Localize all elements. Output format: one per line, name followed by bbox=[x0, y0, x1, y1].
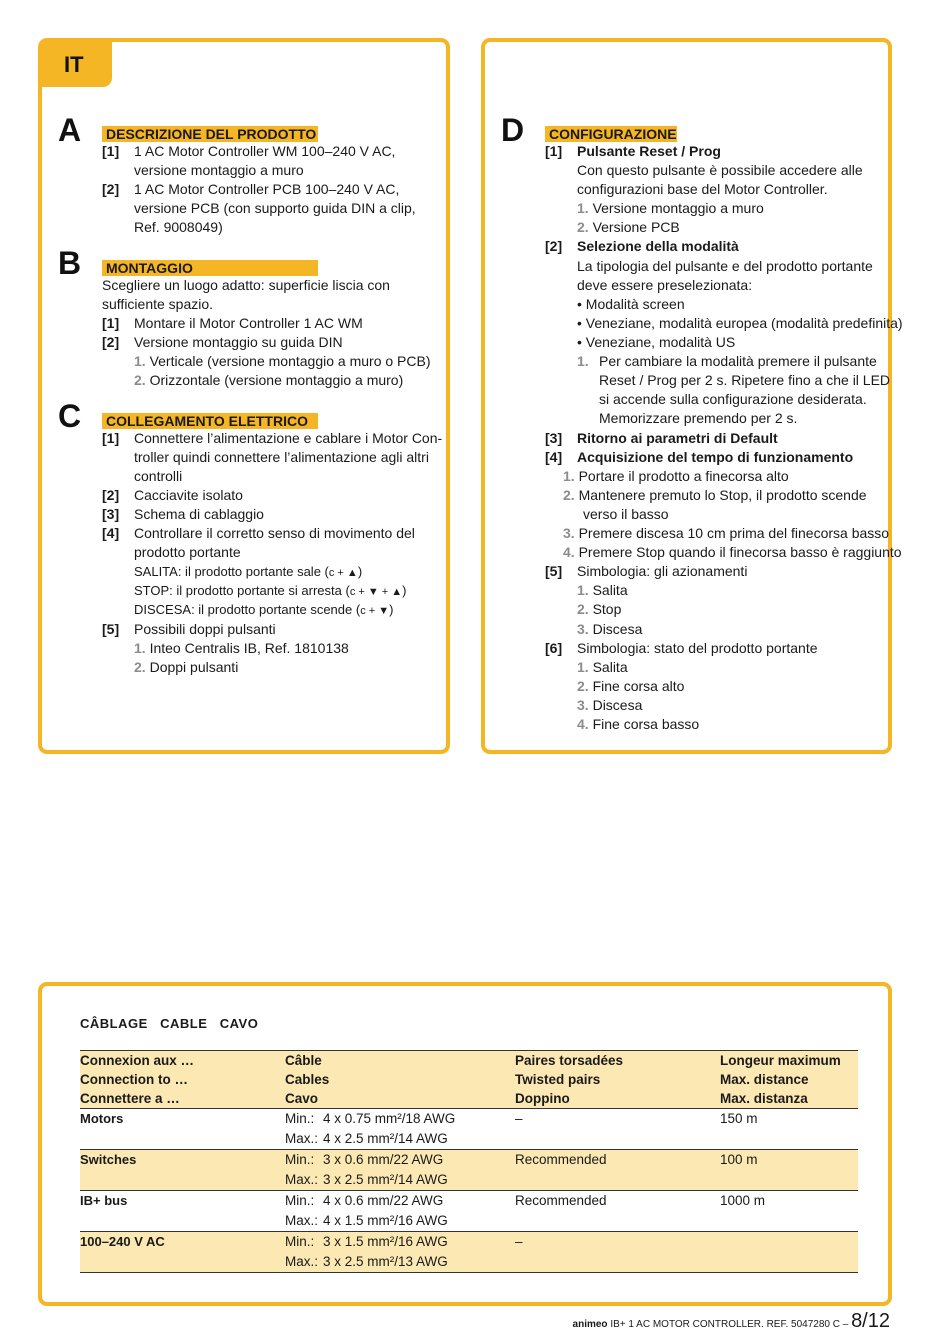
language-tab: IT bbox=[42, 42, 112, 87]
section-c-item-1-text: controlli bbox=[134, 468, 183, 484]
section-c-item-1-text: Connettere l’alimentazione e cablare i Motor Con- bbox=[134, 430, 443, 446]
section-b-item-1: [1] bbox=[102, 315, 120, 331]
section-d-heading: CONFIGURAZIONE bbox=[545, 126, 677, 142]
section-d-item-3: [3] bbox=[545, 430, 563, 446]
section-d-item-6: [6] bbox=[545, 640, 563, 656]
section-b-item-2: [2] bbox=[102, 334, 120, 350]
section-c-item-2-text: Cacciavite isolato bbox=[134, 487, 243, 503]
section-a-item-1-text: versione montaggio a muro bbox=[134, 162, 304, 178]
section-d-item-5-sub-2: 2. Stop bbox=[577, 601, 622, 617]
section-d-item-3-title: Ritorno ai parametri di Default bbox=[577, 430, 778, 446]
section-c-item-4: [4] bbox=[102, 525, 120, 541]
header-cable: Câble Cables Cavo bbox=[285, 1051, 515, 1109]
table-row bbox=[80, 1109, 858, 1150]
section-d-item-2-text: deve essere preselezionata: bbox=[577, 277, 753, 293]
section-d-item-4-sub-4: 4. Premere Stop quando il finecorsa basso è raggiunto bbox=[563, 544, 902, 560]
section-c-item-5-text: Possibili doppi pulsanti bbox=[134, 621, 276, 637]
cable-panel bbox=[38, 982, 892, 1306]
section-a-item-2-text: 1 AC Motor Controller PCB 100–240 V AC, bbox=[134, 181, 400, 197]
section-d-item-1-text: configurazioni base del Motor Controller. bbox=[577, 181, 828, 197]
section-d-item-2-sub-1-num: 1. bbox=[577, 353, 589, 369]
table-row bbox=[80, 1191, 858, 1232]
section-d-item-4: [4] bbox=[545, 449, 563, 465]
row-cable: Min.: 3 x 0.6 mm/22 AWG Max.: 3 x 2.5 mm²/14 AWG bbox=[285, 1150, 515, 1191]
section-d-item-5-sub-1: 1. Salita bbox=[577, 582, 628, 598]
section-d-item-1-sub-1: 1. Versione montaggio a muro bbox=[577, 200, 764, 216]
section-d-item-4-sub-3: 3. Premere discesa 10 cm prima del finecorsa basso bbox=[563, 525, 890, 541]
section-a-item-2-text: Ref. 9008049) bbox=[134, 219, 223, 235]
section-d-item-6-sub-3: 3. Discesa bbox=[577, 697, 643, 713]
section-d-item-1-sub-2: 2. Versione PCB bbox=[577, 219, 680, 235]
cable-table-title: CÂBLAGE CABLE CAVO bbox=[80, 1016, 259, 1031]
move-stop-line: STOP: il prodotto portante si arresta (c + ▼ + ▲) bbox=[134, 583, 407, 598]
header-twisted-pairs: Paires torsadées Twisted pairs Doppino bbox=[515, 1051, 720, 1109]
section-d-item-1-title: Pulsante Reset / Prog bbox=[577, 143, 721, 159]
row-twisted: – bbox=[515, 1232, 720, 1273]
section-d-item-1-text: Con questo pulsante è possibile accedere alle bbox=[577, 162, 863, 178]
table-row bbox=[80, 1150, 858, 1191]
section-d-item-2-sub-1-text: si accende sulla configurazione desiderata. bbox=[599, 391, 867, 407]
row-name: Switches bbox=[80, 1150, 285, 1191]
header-max-distance: Longeur maximum Max. distance Max. distanza bbox=[720, 1051, 858, 1109]
row-distance bbox=[720, 1232, 858, 1273]
section-a-item-1-text: 1 AC Motor Controller WM 100–240 V AC, bbox=[134, 143, 396, 159]
header-connection: Connexion aux … Connection to … Connettere a … bbox=[80, 1051, 285, 1109]
section-b-intro: sufficiente spazio. bbox=[102, 296, 214, 312]
section-d-item-2-sub-1-text: Per cambiare la modalità premere il pulsante bbox=[599, 353, 877, 369]
row-distance: 1000 m bbox=[720, 1191, 858, 1232]
row-twisted: – bbox=[515, 1109, 720, 1150]
cable-table bbox=[80, 1050, 858, 1273]
row-cable: Min.: 4 x 0.6 mm/22 AWG Max.: 4 x 1.5 mm²/16 AWG bbox=[285, 1191, 515, 1232]
section-b-item-2-text: Versione montaggio su guida DIN bbox=[134, 334, 343, 350]
section-a-item-2: [2] bbox=[102, 181, 120, 197]
section-b-intro: Scegliere un luogo adatto: superficie liscia con bbox=[102, 277, 390, 293]
row-twisted: Recommended bbox=[515, 1191, 720, 1232]
section-d-item-2-sub-1-text: Memorizzare premendo per 2 s. bbox=[599, 410, 798, 426]
section-c-heading: COLLEGAMENTO ELETTRICO bbox=[102, 413, 318, 429]
brand-name: animeo bbox=[572, 1319, 608, 1330]
section-b-letter: B bbox=[58, 245, 82, 281]
section-a-item-1: [1] bbox=[102, 143, 120, 159]
section-b-sub-1: 1. Verticale (versione montaggio a muro o PCB) bbox=[134, 353, 431, 369]
section-b-sub-2: 2. Orizzontale (versione montaggio a muro) bbox=[134, 372, 404, 388]
table-row bbox=[80, 1232, 858, 1273]
page-footer bbox=[573, 1310, 890, 1333]
section-d-item-6-sub-2: 2. Fine corsa alto bbox=[577, 678, 685, 694]
row-name: IB+ bus bbox=[80, 1191, 285, 1232]
section-d-item-4-title: Acquisizione del tempo di funzionamento bbox=[577, 449, 854, 465]
row-cable: Min.: 3 x 1.5 mm²/16 AWG Max.: 3 x 2.5 mm²/13 AWG bbox=[285, 1232, 515, 1273]
section-c-item-1-text: troller quindi connettere l’alimentazione agli altri bbox=[134, 449, 429, 465]
section-d-item-6-title: Simbologia: stato del prodotto portante bbox=[577, 640, 818, 656]
section-c-item-3-text: Schema di cablaggio bbox=[134, 506, 264, 522]
section-d-item-4-sub-2-cont: verso il basso bbox=[583, 506, 669, 522]
section-d-item-4-sub-2: 2. Mantenere premuto lo Stop, il prodotto scende bbox=[563, 487, 867, 503]
section-a-item-2-text: versione PCB (con supporto guida DIN a clip, bbox=[134, 200, 416, 216]
section-d-item-6-sub-4: 4. Fine corsa basso bbox=[577, 716, 700, 732]
section-d-item-2-text: La tipologia del pulsante e del prodotto portante bbox=[577, 258, 873, 274]
panel-right bbox=[481, 38, 903, 754]
section-b-heading: MONTAGGIO bbox=[102, 260, 318, 276]
panel-left bbox=[38, 38, 450, 754]
section-c-sub-2: 2. Doppi pulsanti bbox=[134, 659, 239, 675]
section-c-item-1: [1] bbox=[102, 430, 120, 446]
section-d-item-2: [2] bbox=[545, 238, 563, 254]
move-down-line: DISCESA: il prodotto portante scende (c + ▼) bbox=[134, 602, 394, 617]
section-d-letter: D bbox=[501, 112, 525, 148]
row-name: Motors bbox=[80, 1109, 285, 1150]
section-d-item-2-sub-1-text: Reset / Prog per 2 s. Ripetere fino a che il LED bbox=[599, 372, 891, 388]
section-d-item-5-sub-3: 3. Discesa bbox=[577, 621, 643, 637]
row-twisted: Recommended bbox=[515, 1150, 720, 1191]
section-c-letter: C bbox=[58, 398, 82, 434]
mode-option-us: • Veneziane, modalità US bbox=[577, 334, 736, 350]
section-c-item-2: [2] bbox=[102, 487, 120, 503]
move-up-line: SALITA: il prodotto portante sale (c + ▲) bbox=[134, 564, 363, 579]
mode-option-european: • Veneziane, modalità europea (modalità predefinita) bbox=[577, 315, 903, 331]
section-c-sub-1: 1. Inteo Centralis IB, Ref. 1810138 bbox=[134, 640, 349, 656]
section-d-item-5: [5] bbox=[545, 563, 563, 579]
section-a-letter: A bbox=[58, 112, 82, 148]
row-name: 100–240 V AC bbox=[80, 1232, 285, 1273]
section-d-item-2-title: Selezione della modalità bbox=[577, 238, 739, 254]
mode-option-screen: • Modalità screen bbox=[577, 296, 685, 312]
footer-text: IB+ 1 AC MOTOR CONTROLLER. REF. 5047280 C – bbox=[607, 1319, 852, 1330]
table-header-row bbox=[80, 1051, 858, 1109]
section-a-heading: DESCRIZIONE DEL PRODOTTO bbox=[102, 126, 318, 142]
section-c-item-4-text: Controllare il corretto senso di movimento del bbox=[134, 525, 415, 541]
section-c-item-4-text: prodotto portante bbox=[134, 544, 241, 560]
section-d-item-6-sub-1: 1. Salita bbox=[577, 659, 628, 675]
section-d-item-1: [1] bbox=[545, 143, 563, 159]
section-c-item-3: [3] bbox=[102, 506, 120, 522]
row-cable: Min.: 4 x 0.75 mm²/18 AWG Max.: 4 x 2.5 mm²/14 AWG bbox=[285, 1109, 515, 1150]
section-c-item-5: [5] bbox=[102, 621, 120, 637]
row-distance: 150 m bbox=[720, 1109, 858, 1150]
section-d-item-4-sub-1: 1. Portare il prodotto a finecorsa alto bbox=[563, 468, 789, 484]
row-distance: 100 m bbox=[720, 1150, 858, 1191]
section-d-item-5-title: Simbologia: gli azionamenti bbox=[577, 563, 748, 579]
section-b-item-1-text: Montare il Motor Controller 1 AC WM bbox=[134, 315, 363, 331]
page-number: 8/12 bbox=[851, 1310, 890, 1332]
